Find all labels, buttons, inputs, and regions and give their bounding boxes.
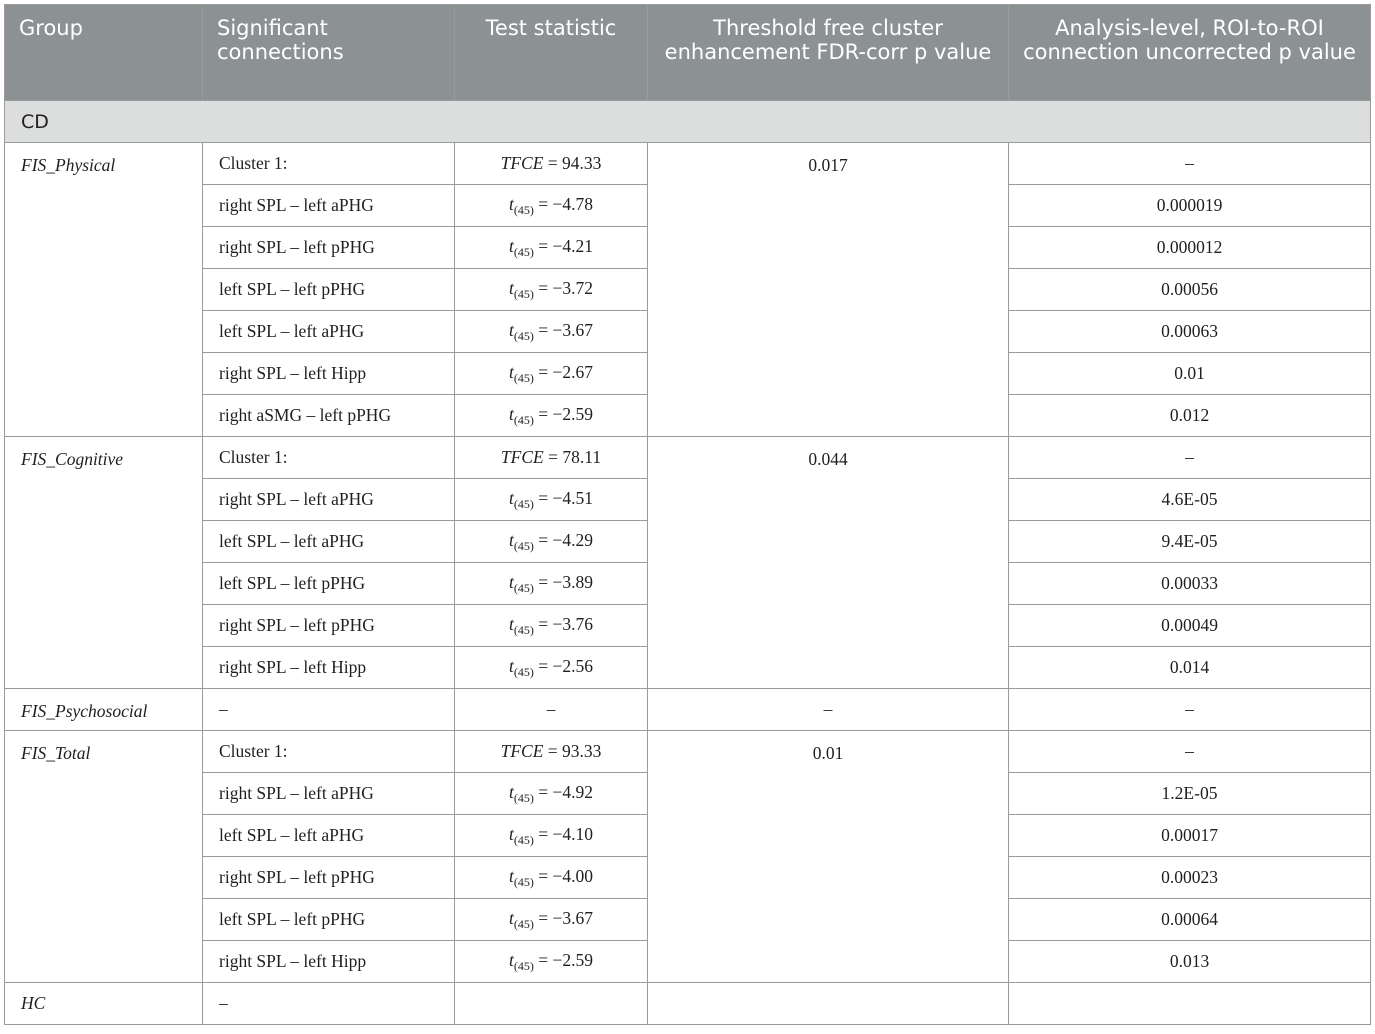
tfce-value: 93.33	[562, 741, 602, 761]
uncorrected-p	[1009, 983, 1371, 1025]
table-row	[5, 143, 1371, 185]
t-statistic: $t_{(45)} = -2.67$	[455, 353, 648, 395]
t-subscript: (45)	[513, 412, 534, 427]
t-subscript: (45)	[513, 790, 534, 805]
t-statistic: $t_{(45)} = -2.59$	[455, 941, 648, 983]
t-subscript: (45)	[513, 958, 534, 973]
connection: left SPL – left aPHG	[203, 521, 455, 563]
t-subscript: (45)	[513, 244, 534, 259]
cluster-p-value: –	[1009, 731, 1371, 773]
connection: left SPL – left aPHG	[203, 815, 455, 857]
tfce-statistic: TFCE = 78.11	[455, 437, 648, 479]
uncorrected-p: 4.6E-05	[1009, 479, 1371, 521]
t-statistic: $t_{(45)} = -4.92$	[455, 773, 648, 815]
t-value: −4.21	[552, 235, 593, 256]
uncorrected-p: 0.00023	[1009, 857, 1371, 899]
t-subscript: (45)	[513, 664, 534, 679]
table-row	[5, 731, 1371, 773]
uncorrected-p: 1.2E-05	[1009, 773, 1371, 815]
tfce-label: TFCE	[500, 741, 544, 761]
t-value: −4.29	[552, 529, 593, 550]
connection: left SPL – left pPHG	[203, 269, 455, 311]
section-label-cd: CD	[5, 101, 1371, 143]
group-fis-cognitive: FIS_Cognitive	[5, 437, 203, 689]
connection: left SPL – left pPHG	[203, 563, 455, 605]
t-subscript: (45)	[513, 916, 534, 931]
connection: left SPL – left pPHG	[203, 899, 455, 941]
uncorrected-p: 9.4E-05	[1009, 521, 1371, 563]
t-statistic: $t_{(45)} = -3.76$	[455, 605, 648, 647]
t-statistic: $t_{(45)} = -4.78$	[455, 185, 648, 227]
connection: right SPL – left pPHG	[203, 227, 455, 269]
group-fis-total: FIS_Total	[5, 731, 203, 983]
cluster-label: Cluster 1:	[203, 143, 455, 185]
uncorrected-p: 0.00063	[1009, 311, 1371, 353]
t-value: −4.00	[552, 865, 593, 886]
uncorrected-p: 0.000019	[1009, 185, 1371, 227]
tfce-p-value: –	[648, 689, 1009, 731]
t-value: −3.67	[552, 907, 593, 928]
uncorrected-p: –	[1009, 689, 1371, 731]
uncorrected-p: 0.00017	[1009, 815, 1371, 857]
t-subscript: (45)	[513, 622, 534, 637]
connection: right SPL – left Hipp	[203, 353, 455, 395]
tfce-p-value: 0.01	[648, 731, 1009, 983]
t-statistic: $t_{(45)} = -3.67$	[455, 311, 648, 353]
section-row-cd	[5, 101, 1371, 143]
cluster-label: Cluster 1:	[203, 731, 455, 773]
t-value: −3.72	[552, 277, 593, 298]
cluster-p-value: –	[1009, 143, 1371, 185]
group-fis-psychosocial: FIS_Psychosocial	[5, 689, 203, 731]
header-tfce-p: Threshold free cluster enhancement FDR-corr p value	[648, 5, 1009, 101]
t-statistic: $t_{(45)} = -4.51$	[455, 479, 648, 521]
cluster-p-value: –	[1009, 437, 1371, 479]
t-value: −3.89	[552, 571, 593, 592]
group-fis-physical: FIS_Physical	[5, 143, 203, 437]
header-uncorr-p: Analysis-level, ROI-to-ROI connection uncorrected p value	[1009, 5, 1371, 101]
test-statistic	[455, 983, 648, 1025]
tfce-p-value	[648, 983, 1009, 1025]
t-value: −4.10	[552, 823, 593, 844]
connection: left SPL – left aPHG	[203, 311, 455, 353]
tfce-label: TFCE	[500, 447, 544, 467]
header-statistic: Test statistic	[455, 5, 648, 101]
cluster-label: Cluster 1:	[203, 437, 455, 479]
t-subscript: (45)	[513, 832, 534, 847]
header-group: Group	[5, 5, 203, 101]
uncorrected-p: 0.013	[1009, 941, 1371, 983]
t-value: −4.51	[552, 487, 593, 508]
uncorrected-p: 0.012	[1009, 395, 1371, 437]
t-subscript: (45)	[513, 202, 534, 217]
uncorrected-p: 0.000012	[1009, 227, 1371, 269]
connection: –	[203, 983, 455, 1025]
tfce-statistic: TFCE = 93.33	[455, 731, 648, 773]
tfce-label: TFCE	[500, 153, 544, 173]
tfce-p-value: 0.017	[648, 143, 1009, 437]
t-statistic: $t_{(45)} = -3.67$	[455, 899, 648, 941]
t-statistic: $t_{(45)} = -2.56$	[455, 647, 648, 689]
connection: right SPL – left pPHG	[203, 857, 455, 899]
header-connections: Significant connections	[203, 5, 455, 101]
connection: right SPL – left aPHG	[203, 773, 455, 815]
tfce-value: 78.11	[562, 447, 602, 467]
connection: right SPL – left Hipp	[203, 647, 455, 689]
t-subscript: (45)	[513, 286, 534, 301]
t-statistic: $t_{(45)} = -4.21$	[455, 227, 648, 269]
table-row	[5, 437, 1371, 479]
t-subscript: (45)	[513, 496, 534, 511]
t-value: −2.56	[552, 655, 593, 676]
header-row	[5, 5, 1371, 101]
connection: right SPL – left Hipp	[203, 941, 455, 983]
group-hc: HC	[5, 983, 203, 1025]
uncorrected-p: 0.00049	[1009, 605, 1371, 647]
t-subscript: (45)	[513, 874, 534, 889]
t-value: −4.92	[552, 781, 593, 802]
t-statistic: $t_{(45)} = -3.89$	[455, 563, 648, 605]
uncorrected-p: 0.00056	[1009, 269, 1371, 311]
uncorrected-p: 0.01	[1009, 353, 1371, 395]
t-value: −3.76	[552, 613, 593, 634]
connection: right SPL – left pPHG	[203, 605, 455, 647]
results-table	[4, 4, 1371, 1025]
t-statistic: $t_{(45)} = -4.00$	[455, 857, 648, 899]
tfce-value: 94.33	[562, 153, 602, 173]
test-statistic: –	[455, 689, 648, 731]
connection: –	[203, 689, 455, 731]
t-subscript: (45)	[513, 538, 534, 553]
t-value: −4.78	[552, 193, 593, 214]
table-row	[5, 983, 1371, 1025]
t-subscript: (45)	[513, 370, 534, 385]
t-statistic: $t_{(45)} = -3.72$	[455, 269, 648, 311]
tfce-statistic: TFCE = 94.33	[455, 143, 648, 185]
connection: right SPL – left aPHG	[203, 185, 455, 227]
t-value: −2.59	[552, 403, 593, 424]
t-subscript: (45)	[513, 328, 534, 343]
t-statistic: $t_{(45)} = -4.29$	[455, 521, 648, 563]
t-statistic: $t_{(45)} = -2.59$	[455, 395, 648, 437]
t-value: −2.67	[552, 361, 593, 382]
uncorrected-p: 0.014	[1009, 647, 1371, 689]
connection: right aSMG – left pPHG	[203, 395, 455, 437]
t-statistic: $t_{(45)} = -4.10$	[455, 815, 648, 857]
table-row	[5, 689, 1371, 731]
t-value: −3.67	[552, 319, 593, 340]
tfce-p-value: 0.044	[648, 437, 1009, 689]
t-subscript: (45)	[513, 580, 534, 595]
connection: right SPL – left aPHG	[203, 479, 455, 521]
uncorrected-p: 0.00033	[1009, 563, 1371, 605]
uncorrected-p: 0.00064	[1009, 899, 1371, 941]
t-value: −2.59	[552, 949, 593, 970]
